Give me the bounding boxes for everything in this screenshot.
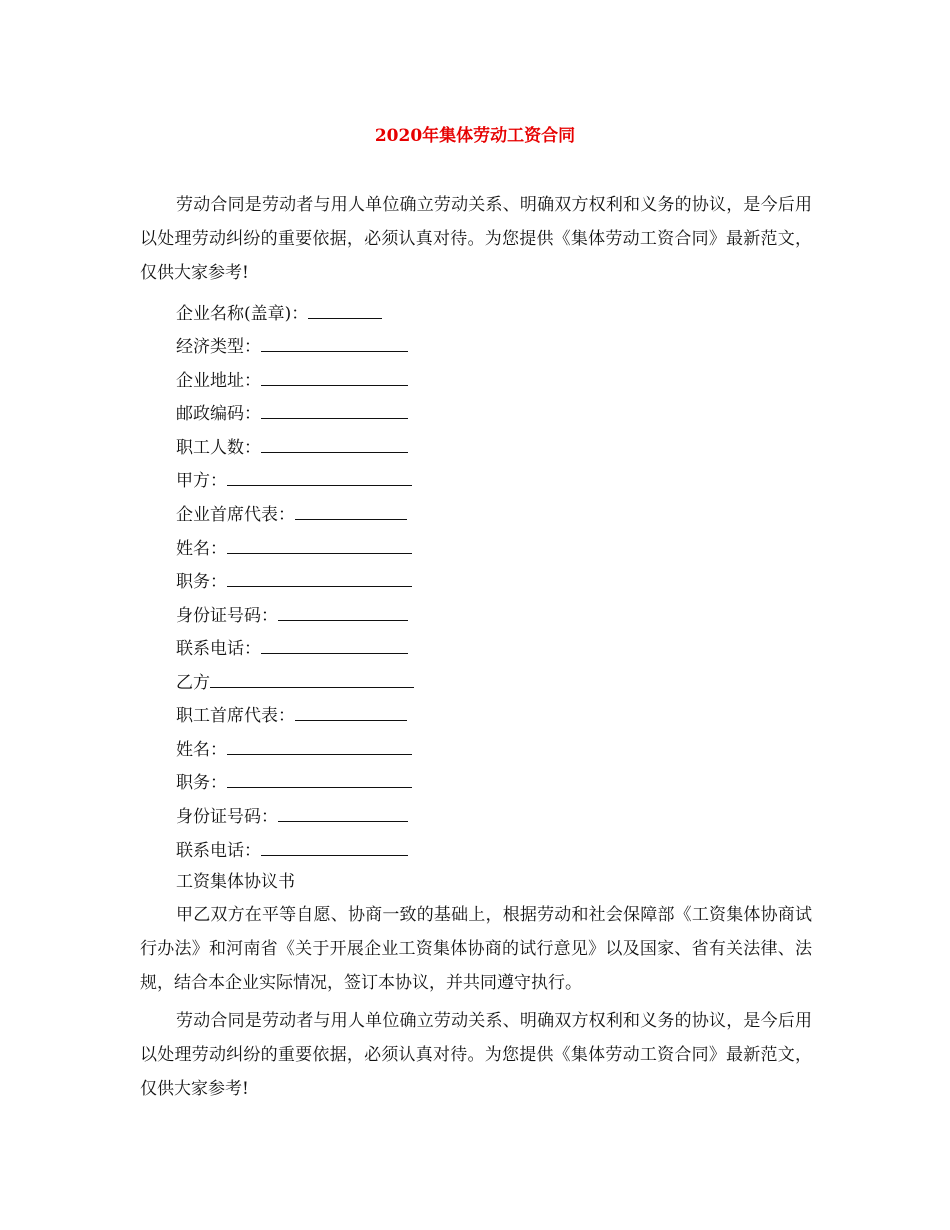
field-label: 职务： xyxy=(176,773,227,793)
blank-line xyxy=(261,400,408,419)
field-employee-count xyxy=(176,434,408,460)
field-company-name xyxy=(176,300,382,326)
field-economic-type xyxy=(176,333,408,359)
field-label: 企业地址： xyxy=(176,371,261,391)
blank-line xyxy=(261,434,408,453)
field-label: 职务： xyxy=(176,572,227,592)
field-label: 乙方 xyxy=(176,673,210,693)
blank-line xyxy=(295,702,407,721)
field-b-position xyxy=(176,769,412,795)
field-label: 经济类型： xyxy=(176,337,261,357)
field-label: 甲方： xyxy=(176,471,227,491)
blank-line xyxy=(308,300,382,319)
field-employee-chief-rep xyxy=(176,702,407,728)
field-a-position xyxy=(176,568,412,594)
field-label: 企业名称(盖章)： xyxy=(176,304,309,324)
blank-line xyxy=(295,501,407,520)
section-heading: 工资集体协议书 xyxy=(176,872,295,892)
field-party-a xyxy=(176,467,412,493)
blank-line xyxy=(227,535,412,554)
field-company-chief-rep xyxy=(176,501,407,527)
field-label: 姓名： xyxy=(176,740,227,760)
field-company-address xyxy=(176,367,408,393)
field-b-phone xyxy=(176,837,408,863)
field-label: 职工人数： xyxy=(176,438,261,458)
field-label: 职工首席代表： xyxy=(176,706,295,726)
field-party-b xyxy=(176,669,414,695)
field-a-name xyxy=(176,535,412,561)
blank-line xyxy=(210,669,414,688)
blank-line xyxy=(261,837,408,856)
field-label: 身份证号码： xyxy=(176,807,278,827)
blank-line xyxy=(227,736,412,755)
field-label: 邮政编码： xyxy=(176,404,261,424)
document-title: 2020年集体劳动工资合同 xyxy=(374,126,576,146)
blank-line xyxy=(278,602,408,621)
field-b-id-number xyxy=(176,803,408,829)
field-a-phone xyxy=(176,635,408,661)
closing-paragraph: 劳动合同是劳动者与用人单位确立劳动关系、明确双方权利和义务的协议，是今后用以处理劳动纠纷的重要依据，必须认真对待。为您提供《集体劳动工资合同》最新范文，仅供大家参考! xyxy=(140,1011,812,1099)
blank-line xyxy=(261,333,408,352)
blank-line xyxy=(261,635,408,654)
field-postal-code xyxy=(176,400,408,426)
field-b-name xyxy=(176,736,412,762)
intro-paragraph: 劳动合同是劳动者与用人单位确立劳动关系、明确双方权利和义务的协议，是今后用以处理劳动纠纷的重要依据，必须认真对待。为您提供《集体劳动工资合同》最新范文，仅供大家参考! xyxy=(140,195,812,283)
blank-line xyxy=(278,803,408,822)
field-label: 身份证号码： xyxy=(176,606,278,626)
field-label: 企业首席代表： xyxy=(176,505,295,525)
blank-line xyxy=(227,467,412,486)
field-label: 联系电话： xyxy=(176,841,261,861)
blank-line xyxy=(261,367,408,386)
field-label: 联系电话： xyxy=(176,639,261,659)
blank-line xyxy=(227,769,412,788)
field-a-id-number xyxy=(176,602,408,628)
blank-line xyxy=(227,568,412,587)
agreement-paragraph: 甲乙双方在平等自愿、协商一致的基础上，根据劳动和社会保障部《工资集体协商试行办法》和河南省《关于开展企业工资集体协商的试行意见》以及国家、省有关法律、法规，结合本企业实际情况，签订本协议，并共同遵守执行。 xyxy=(140,905,812,993)
field-label: 姓名： xyxy=(176,539,227,559)
